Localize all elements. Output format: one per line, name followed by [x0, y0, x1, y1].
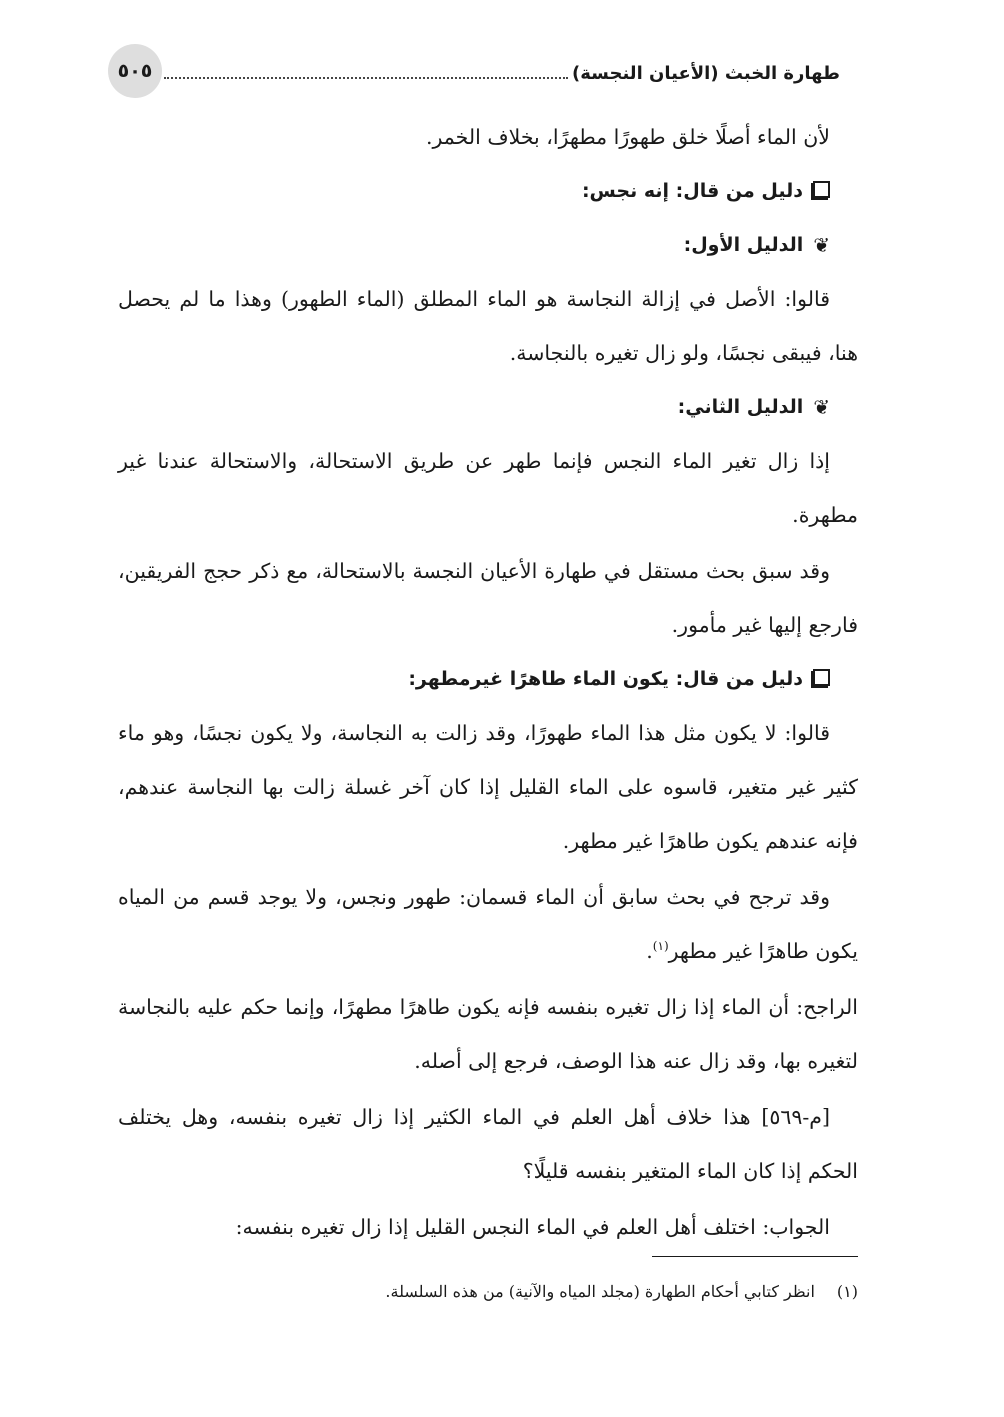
- subsection-heading: [118, 380, 858, 434]
- paragraph: وقد سبق بحث مستقل في طهارة الأعيان النجسة بالاستحالة، مع ذكر حجج الفريقين، فارجع إليها غير مأمور.: [118, 559, 858, 637]
- footnote-text: انظر كتابي أحكام الطهارة (مجلد المياه والآنية) من هذه السلسلة.: [385, 1282, 815, 1301]
- heading-text: الدليل الثاني:: [677, 396, 804, 418]
- paragraph: الراجح: أن الماء إذا زال تغيره بنفسه فإنه يكون طاهرًا مطهرًا، وإنما حكم عليه بالنجاسة لتغيره بها، وقد زال عنه هذا الوصف، فرجع إلى أصله.: [118, 995, 858, 1073]
- paragraph-text: وقد ترجح في بحث سابق أن الماء قسمان: طهور ونجس، ولا يوجد قسم من المياه يكون طاهرًا غير مطهر: [118, 885, 858, 963]
- running-title: طهارة الخبث (الأعيان النجسة): [572, 62, 840, 84]
- footnote-number: (١): [836, 1282, 858, 1301]
- body-text: [118, 110, 858, 1254]
- footnote-separator: [652, 1256, 858, 1257]
- running-header: [164, 58, 844, 88]
- section-heading: [118, 164, 858, 218]
- square-bullet-icon: [813, 652, 830, 706]
- leaf-ornament-icon: ❦: [813, 395, 830, 419]
- square-bullet-icon: [813, 164, 830, 218]
- section-heading: [118, 652, 858, 706]
- paragraph: قالوا: لا يكون مثل هذا الماء طهورًا، وقد زالت به النجاسة، ولا يكون نجسًا، وهو ماء كثير غير متغير، قاسوه على الماء القليل إذا كان آخر غسلة زالت بها النجاسة عندهم، فإنه عندهم يكون طاهرًا غير مطهر.: [118, 721, 858, 853]
- paragraph: لأن الماء أصلًا خلق طهورًا مطهرًا، بخلاف الخمر.: [425, 125, 830, 149]
- paragraph: قالوا: الأصل في إزالة النجاسة هو الماء المطلق (الماء الطهور) وهذا ما لم يحصل هنا، فيبقى نجسًا، ولو زال تغيره بالنجاسة.: [118, 287, 858, 365]
- paragraph-end: .: [646, 939, 653, 963]
- heading-text: دليل من قال: يكون الماء طاهرًا غيرمطهر:: [408, 668, 803, 690]
- paragraph: إذا زال تغير الماء النجس فإنما طهر عن طريق الاستحالة، والاستحالة عندنا غير مطهرة.: [118, 449, 858, 527]
- heading-text: الدليل الأول:: [683, 234, 804, 256]
- leaf-ornament-icon: ❦: [813, 233, 830, 257]
- page-number: ٥٠٥: [108, 44, 162, 98]
- footnote-reference[interactable]: (١): [652, 939, 669, 954]
- footnote: [118, 1278, 858, 1306]
- heading-text: دليل من قال: إنه نجس:: [581, 180, 803, 202]
- paragraph: [م-٥٦٩] هذا خلاف أهل العلم في الماء الكثير إذا زال تغيره بنفسه، وهل يختلف الحكم إذا كان الماء المتغير بنفسه قليلًا؟: [118, 1105, 858, 1183]
- paragraph: [118, 870, 858, 978]
- paragraph: الجواب: اختلف أهل العلم في الماء النجس القليل إذا زال تغيره بنفسه:: [235, 1215, 830, 1239]
- header-dotted-leader: [164, 77, 568, 79]
- subsection-heading: [118, 218, 858, 272]
